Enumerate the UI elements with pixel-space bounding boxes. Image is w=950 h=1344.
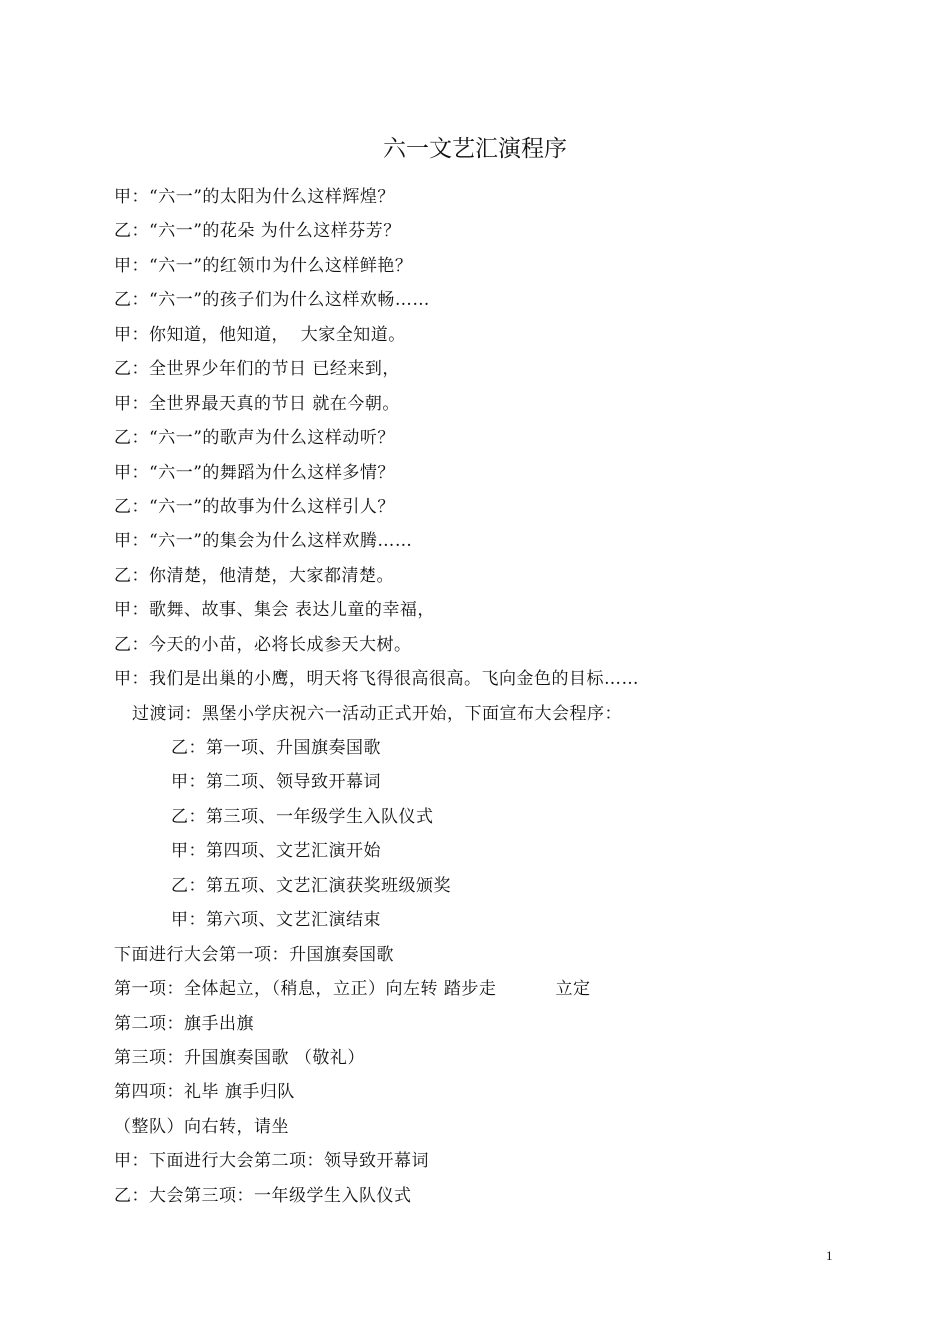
script-line: 乙：全世界少年们的节日 已经来到， (114, 359, 400, 380)
program-item: 乙：第三项、一年级学生入队仪式 (171, 806, 434, 827)
script-line: 乙：今天的小苗，必将长成参天大树。 (114, 634, 412, 655)
script-line: 甲：下面进行大会第二项：领导致开幕词 (114, 1151, 429, 1172)
program-item: 甲：第六项、文艺汇演结束 (171, 910, 381, 931)
script-line: 甲：“六一”的舞蹈为什么这样多情？ (114, 462, 395, 483)
script-line: 乙：“六一”的花朵 为什么这样芬芳？ (114, 221, 401, 242)
script-line: 第一项：全体起立，（稍息，立正）向左转 踏步走 立定 (114, 979, 591, 1000)
script-line: 甲：“六一”的太阳为什么这样辉煌？ (114, 187, 395, 207)
script-line: 甲：我们是出巢的小鹰，明天将飞得很高很高。飞向金色的目标…… (114, 669, 639, 690)
script-line: 乙：“六一”的故事为什么这样引人？ (114, 496, 395, 517)
script-line: 第二项：旗手出旗 (114, 1013, 254, 1034)
script-line: 甲：“六一”的红领巾为什么这样鲜艳？ (114, 255, 413, 276)
script-line: 乙：“六一”的孩子们为什么这样欢畅…… (114, 290, 430, 311)
program-item: 甲：第四项、文艺汇演开始 (171, 841, 381, 862)
script-line: 乙：“六一”的歌声为什么这样动听？ (114, 428, 395, 449)
script-line: 乙：你清楚，他清楚，大家都清楚。 (114, 565, 394, 586)
script-line: 甲：“六一”的集会为什么这样欢腾…… (114, 531, 413, 552)
script-line: 第三项：升国旗奏国歌 （敬礼） (114, 1047, 365, 1068)
script-line: 乙：大会第三项：一年级学生入队仪式 (114, 1185, 412, 1206)
program-item: 甲：第二项、领导致开幕词 (171, 772, 381, 793)
script-line: 甲：你知道，他知道， 大家全知道。 (114, 324, 406, 345)
script-line: 下面进行大会第一项：升国旗奏国歌 (114, 944, 394, 965)
script-line: 甲：歌舞、故事、集会 表达儿童的幸福， (114, 600, 435, 621)
program-item: 乙：第一项、升国旗奏国歌 (171, 738, 381, 758)
script-lines (114, 180, 874, 1213)
script-line: （整队）向右转，请坐 (114, 1116, 289, 1137)
program-item: 乙：第五项、文艺汇演获奖班级颁奖 (171, 875, 451, 896)
document-title: 六一文艺汇演程序 (383, 136, 567, 162)
transition-line: 过渡词：黑堡小学庆祝六一活动正式开始，下面宣布大会程序： (132, 703, 622, 724)
script-line: 甲：全世界最天真的节日 就在今朝。 (114, 393, 400, 414)
page-number: 1 (826, 1248, 833, 1263)
script-line: 第四项：礼毕 旗手归队 (114, 1082, 295, 1103)
